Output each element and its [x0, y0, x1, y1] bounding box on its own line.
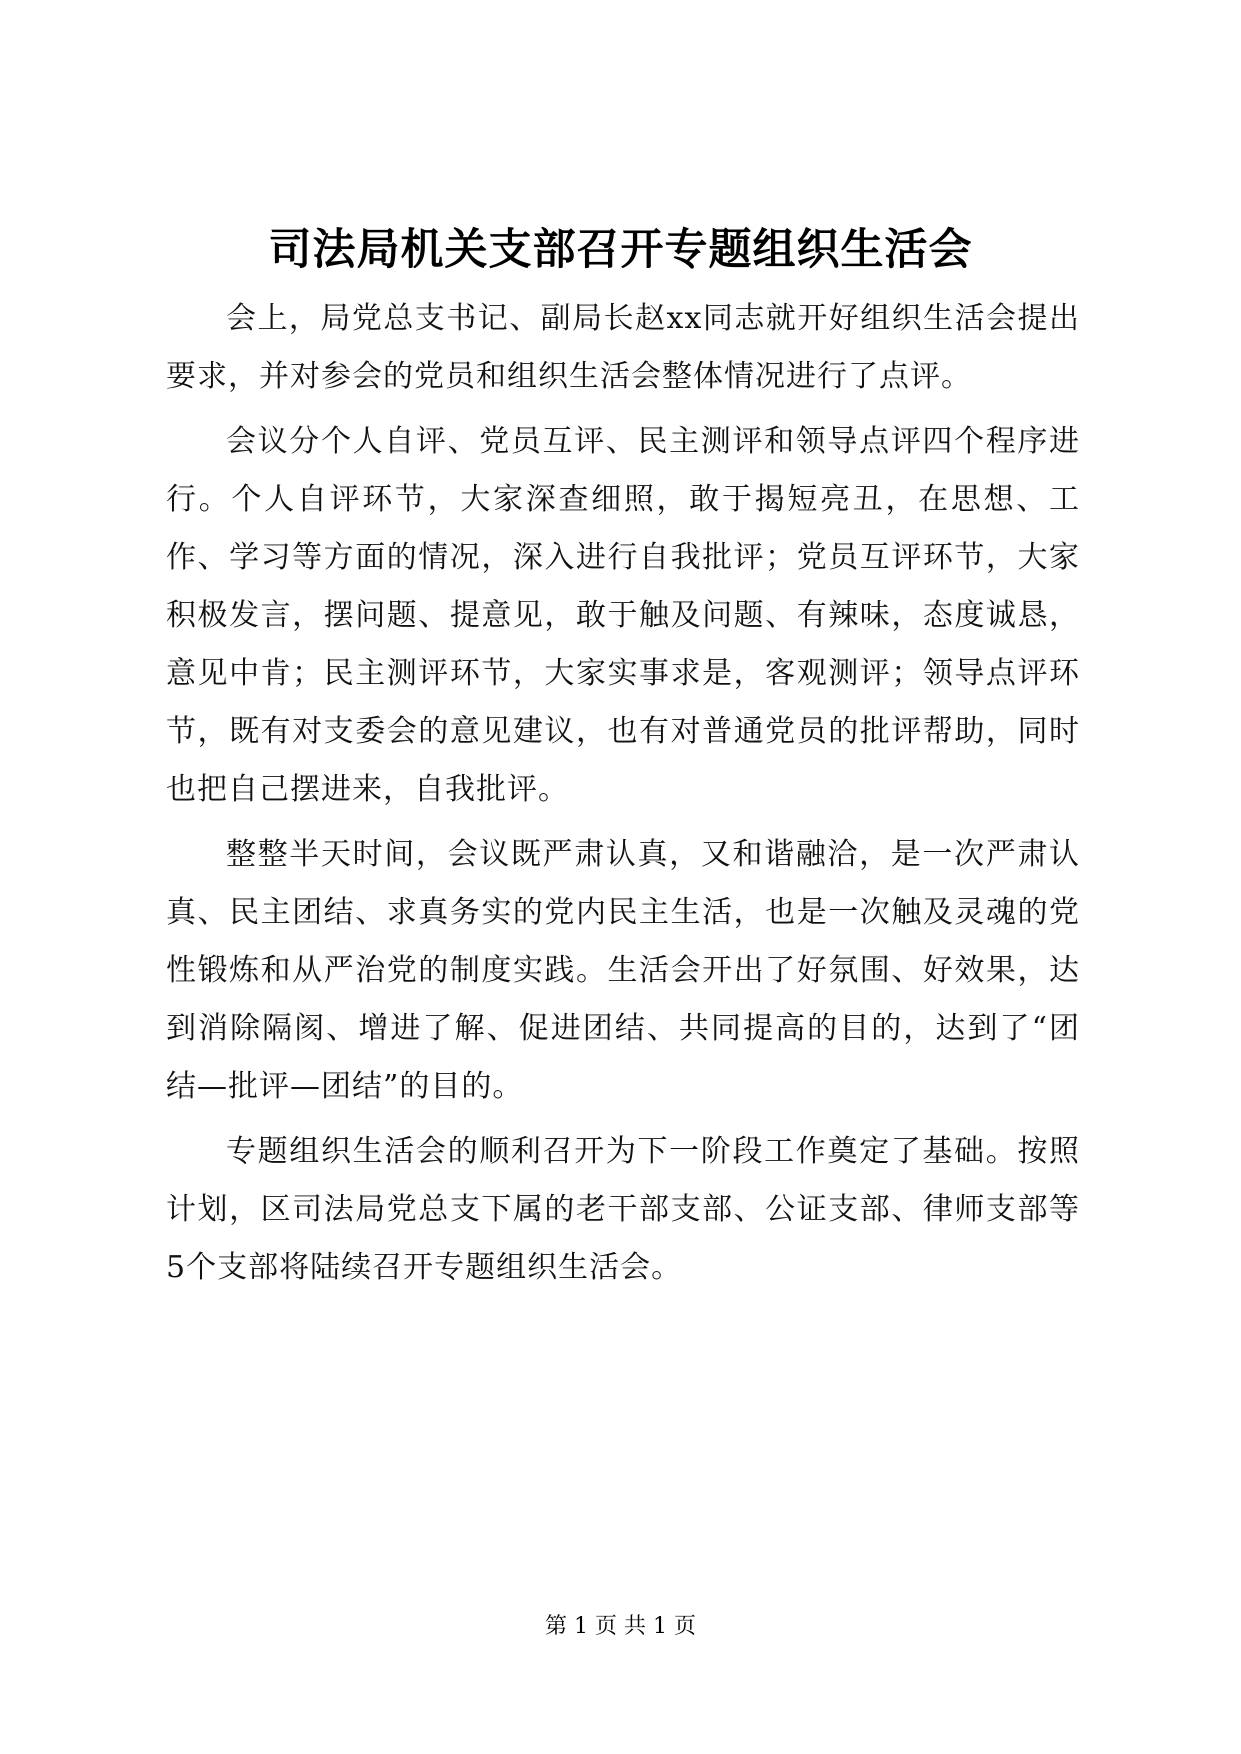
- paragraph-1: 会上，局党总支书记、副局长赵xx同志就开好组织生活会提出要求，并对参会的党员和组织生活会整体情况进行了点评。: [166, 301, 1080, 394]
- paragraph-2: 会议分个人自评、党员互评、民主测评和领导点评四个程序进行。个人自评环节，大家深查细照，敢于揭短亮丑，在思想、工作、学习等方面的情况，深入进行自我批评；党员互评环节，大家积极发言，摆问题、提意见，敢于触及问题、有辣味，态度诚恳，意见中肯；民主测评环节，大家实事求是，客观测评；领导点评环节，既有对支委会的意见建议，也有对普通党员的批评帮助，同时也把自己摆进来，自我批评。: [166, 424, 1080, 807]
- paragraph-4: 专题组织生活会的顺利召开为下一阶段工作奠定了基础。按照计划，区司法局党总支下属的老干部支部、公证支部、律师支部等5个支部将陆续召开专题组织生活会。: [166, 1134, 1080, 1285]
- page-number-footer: 第 1 页 共 1 页: [545, 1614, 696, 1639]
- document-body: [166, 290, 1080, 1304]
- document-title: 司法局机关支部召开专题组织生活会: [268, 225, 973, 275]
- paragraph-3: 整整半天时间，会议既严肃认真，又和谐融洽，是一次严肃认真、民主团结、求真务实的党内民主生活，也是一次触及灵魂的党性锻炼和从严治党的制度实践。生活会开出了好氛围、好效果，达到消除隔阂、增进了解、促进团结、共同提高的目的，达到了“团结—批评—团结”的目的。: [166, 837, 1080, 1104]
